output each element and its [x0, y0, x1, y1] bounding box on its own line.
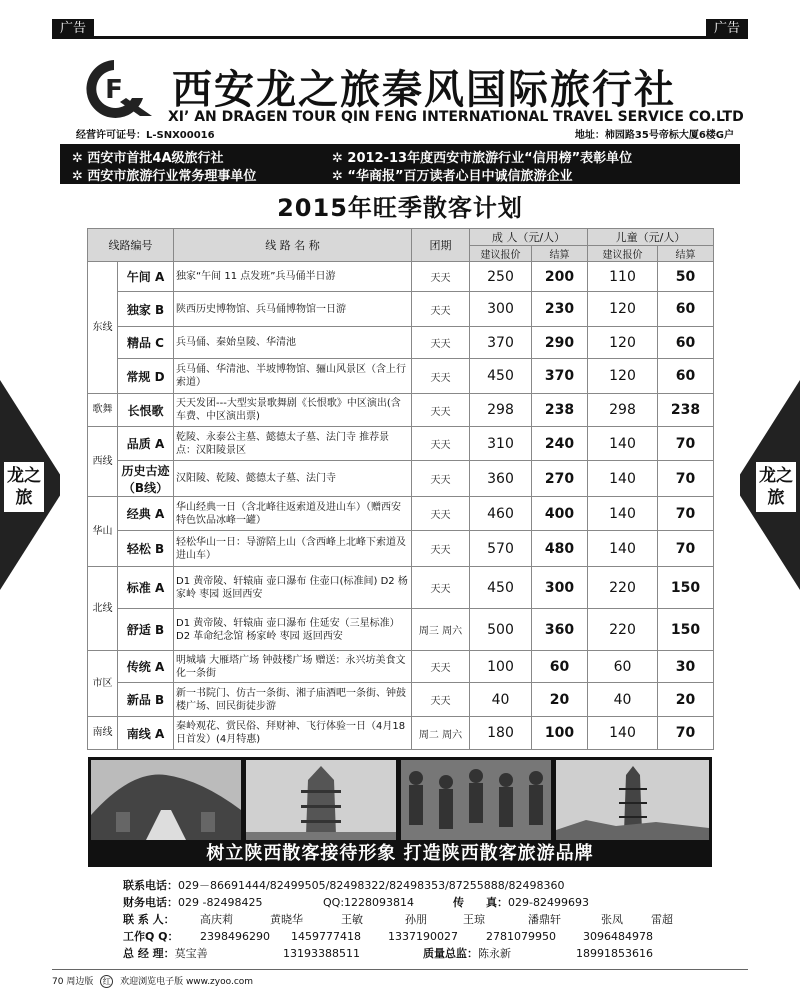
- page-title: 2015年旺季散客计划: [277, 194, 523, 222]
- contact-finance-row: 财务电话：029 -82498425 QQ:1228093814 传 真：029-82499693: [123, 896, 589, 909]
- header-child-settle: 结算: [658, 246, 714, 262]
- child-suggest: 40: [588, 683, 658, 717]
- table-row: [88, 683, 714, 717]
- route-code: 历史古迹（B线）: [118, 461, 174, 497]
- company-address: 地址：柿园路35号帝标大厦6楼G户: [574, 130, 734, 141]
- photo-small-goose-pagoda: [556, 760, 709, 840]
- route-name: 汉阳陵、乾陵、懿德太子墓、法门寺: [174, 461, 412, 497]
- region-huashan: 华山: [88, 497, 118, 567]
- adult-suggest: 500: [470, 609, 532, 651]
- footer-text: 欢迎浏览电子版 www.zyoo.com: [120, 977, 254, 987]
- child-settle: 60: [658, 359, 714, 394]
- group-schedule: 天天: [412, 394, 470, 427]
- header-child-suggest: 建议报价: [588, 246, 658, 262]
- child-suggest: 220: [588, 609, 658, 651]
- route-code: 品质 A: [118, 427, 174, 461]
- route-name: 轻松华山一日：导游陪上山（含西峰上北峰下索道及进山车）: [174, 531, 412, 567]
- table-row: [88, 497, 714, 531]
- adult-suggest: 250: [470, 262, 532, 292]
- honor-item: ✲ 西安市旅游行业常务理事单位: [72, 169, 257, 184]
- contact-people-row: 联 系 人： 高庆莉 黄晓华 王敏 孙朋 王琼 潘鼎轩 张凤 雷超: [123, 913, 673, 926]
- group-schedule: 天天: [412, 651, 470, 683]
- tour-price-table: [87, 228, 714, 750]
- child-suggest: 120: [588, 292, 658, 327]
- child-suggest: 140: [588, 531, 658, 567]
- contact-workqq-row: 工作Q Q： 2398496290 1459777418 1337190027 2781079950 3096484978: [123, 930, 653, 943]
- header-group: 团期: [412, 229, 470, 262]
- child-settle: 60: [658, 327, 714, 359]
- route-name: 天天发团---大型实景歌舞剧《长恨歌》中区演出(含车费、中区演出票): [174, 394, 412, 427]
- honor-item: ✲ 西安市首批4A级旅行社: [72, 151, 224, 166]
- adult-settle: 240: [532, 427, 588, 461]
- route-code: 标准 A: [118, 567, 174, 609]
- table-row: [88, 531, 714, 567]
- route-code: 新品 B: [118, 683, 174, 717]
- header: [60, 52, 744, 144]
- table-row: [88, 609, 714, 651]
- route-name: 乾陵、永泰公主墓、懿德太子墓、法门寺 推荐景点：汉阳陵景区: [174, 427, 412, 461]
- child-settle: 50: [658, 262, 714, 292]
- adult-settle: 100: [532, 717, 588, 750]
- adult-settle: 200: [532, 262, 588, 292]
- photo-strip: [88, 757, 712, 867]
- ad-tag-right: 广告: [706, 19, 748, 39]
- child-settle: 60: [658, 292, 714, 327]
- adult-suggest: 300: [470, 292, 532, 327]
- child-suggest: 110: [588, 262, 658, 292]
- adult-settle: 20: [532, 683, 588, 717]
- adult-settle: 60: [532, 651, 588, 683]
- adult-suggest: 460: [470, 497, 532, 531]
- region-south: 南线: [88, 717, 118, 750]
- route-code: 独家 B: [118, 292, 174, 327]
- child-settle: 70: [658, 461, 714, 497]
- group-schedule: 天天: [412, 683, 470, 717]
- adult-suggest: 360: [470, 461, 532, 497]
- route-code: 经典 A: [118, 497, 174, 531]
- table-row: [88, 717, 714, 750]
- adult-settle: 238: [532, 394, 588, 427]
- group-schedule: 周三 周六: [412, 609, 470, 651]
- route-code: 长恨歌: [118, 394, 174, 427]
- child-suggest: 140: [588, 427, 658, 461]
- route-name: D1 黄帝陵、轩辕庙 壶口瀑布 住壶口(标准间) D2 杨家岭 枣园 返回西安: [174, 567, 412, 609]
- child-settle: 70: [658, 717, 714, 750]
- child-suggest: 298: [588, 394, 658, 427]
- honor-item: ✲ 2012-13年度西安市旅游行业“信用榜”表彰单位: [332, 151, 633, 166]
- header-adult: 成 人（元/人）: [470, 229, 588, 246]
- logo-letter: F: [105, 75, 123, 105]
- route-name: D1 黄帝陵、轩辕庙 壶口瀑布 住延安（三星标准） D2 革命纪念馆 杨家岭 枣园 返回西安: [174, 609, 412, 651]
- contact-phone-row: 联系电话：029－86691444/82499505/82498322/82498353/87255888/82498360: [123, 879, 565, 892]
- page-number: 70 周边版: [52, 977, 94, 987]
- header-code: 线路编号: [88, 229, 174, 262]
- brand-name-cn: 西安龙之旅秦风国际旅行社: [172, 67, 676, 113]
- adult-suggest: 298: [470, 394, 532, 427]
- table-row: [88, 359, 714, 394]
- license-number: 经营许可证号：L-SNX00016: [76, 130, 215, 141]
- adult-suggest: 180: [470, 717, 532, 750]
- child-settle: 70: [658, 427, 714, 461]
- child-suggest: 140: [588, 461, 658, 497]
- side-label-right: 龙之旅: [756, 462, 796, 512]
- table-row: [88, 567, 714, 609]
- group-schedule: 天天: [412, 461, 470, 497]
- child-suggest: 140: [588, 497, 658, 531]
- side-label-left: 龙之旅: [4, 462, 44, 512]
- route-name: 独家“午间 11 点发班”兵马俑半日游: [174, 262, 412, 292]
- route-code: 精品 C: [118, 327, 174, 359]
- table-row: [88, 292, 714, 327]
- table-row: [88, 461, 714, 497]
- table-row: [88, 427, 714, 461]
- route-code: 常规 D: [118, 359, 174, 394]
- route-name: 兵马俑、秦始皇陵、华清池: [174, 327, 412, 359]
- route-name: 华山经典一日（含北峰往返索道及进山车）（赠西安特色饮品冰峰一罐）: [174, 497, 412, 531]
- adult-settle: 480: [532, 531, 588, 567]
- group-schedule: 天天: [412, 497, 470, 531]
- company-logo-icon: [74, 58, 154, 120]
- child-suggest: 60: [588, 651, 658, 683]
- contact-manager-row: 总 经 理：莫宝善 13193388511 质量总监：陈永新 18991853616: [123, 947, 653, 960]
- region-west: 西线: [88, 427, 118, 497]
- group-schedule: 天天: [412, 262, 470, 292]
- frame-top-line: [52, 36, 748, 39]
- group-schedule: 周二 周六: [412, 717, 470, 750]
- adult-settle: 400: [532, 497, 588, 531]
- route-name: 秦岭观花、赏民俗、拜财神、飞行体验一日（4月18日首发）(4月特惠): [174, 717, 412, 750]
- table-row: [88, 394, 714, 427]
- header-child: 儿童（元/人）: [588, 229, 714, 246]
- route-code: 午间 A: [118, 262, 174, 292]
- group-schedule: 天天: [412, 359, 470, 394]
- child-settle: 150: [658, 609, 714, 651]
- table-row: [88, 327, 714, 359]
- adult-suggest: 450: [470, 359, 532, 394]
- adult-suggest: 310: [470, 427, 532, 461]
- route-name: 新一书院门、仿古一条街、湘子庙酒吧一条街、钟鼓楼广场、回民街徒步游: [174, 683, 412, 717]
- child-settle: 238: [658, 394, 714, 427]
- ad-tag-left: 广告: [52, 19, 94, 39]
- header-route: 线 路 名 称: [174, 229, 412, 262]
- brand-name-en: XI’ AN DRAGEN TOUR QIN FENG INTERNATIONAL TRAVEL SERVICE CO.LTD: [168, 109, 744, 125]
- red-badge-icon: 红: [100, 975, 113, 988]
- child-settle: 70: [658, 497, 714, 531]
- child-suggest: 120: [588, 359, 658, 394]
- region-city: 市区: [88, 651, 118, 717]
- child-suggest: 220: [588, 567, 658, 609]
- contact-block: [123, 877, 673, 962]
- adult-settle: 370: [532, 359, 588, 394]
- page-footer: [52, 969, 748, 988]
- group-schedule: 天天: [412, 531, 470, 567]
- adult-suggest: 370: [470, 327, 532, 359]
- header-adult-suggest: 建议报价: [470, 246, 532, 262]
- child-suggest: 120: [588, 327, 658, 359]
- child-settle: 70: [658, 531, 714, 567]
- group-schedule: 天天: [412, 327, 470, 359]
- route-name: 明城墙 大雁塔广场 钟鼓楼广场 赠送：永兴坊美食文化一条街: [174, 651, 412, 683]
- adult-suggest: 450: [470, 567, 532, 609]
- child-settle: 150: [658, 567, 714, 609]
- region-east: 东线: [88, 262, 118, 394]
- route-name: 陕西历史博物馆、兵马俑博物馆一日游: [174, 292, 412, 327]
- slogan: 树立陕西散客接待形象 打造陕西散客旅游品牌: [206, 843, 594, 864]
- route-name: 兵马俑、华清池、半坡博物馆、骊山风景区（含上行索道）: [174, 359, 412, 394]
- table-row: [88, 651, 714, 683]
- route-code: 舒适 B: [118, 609, 174, 651]
- child-settle: 20: [658, 683, 714, 717]
- adult-settle: 270: [532, 461, 588, 497]
- adult-settle: 360: [532, 609, 588, 651]
- route-code: 轻松 B: [118, 531, 174, 567]
- region-show: 歌舞: [88, 394, 118, 427]
- adult-settle: 230: [532, 292, 588, 327]
- group-schedule: 天天: [412, 427, 470, 461]
- adult-settle: 290: [532, 327, 588, 359]
- region-north: 北线: [88, 567, 118, 651]
- child-settle: 30: [658, 651, 714, 683]
- table-row: [88, 262, 714, 292]
- adult-suggest: 570: [470, 531, 532, 567]
- route-code: 传统 A: [118, 651, 174, 683]
- route-code: 南线 A: [118, 717, 174, 750]
- child-suggest: 140: [588, 717, 658, 750]
- group-schedule: 天天: [412, 567, 470, 609]
- honors-banner: [60, 144, 740, 184]
- photo-terracotta-warriors: [401, 760, 551, 840]
- header-adult-settle: 结算: [532, 246, 588, 262]
- group-schedule: 天天: [412, 292, 470, 327]
- adult-suggest: 40: [470, 683, 532, 717]
- adult-suggest: 100: [470, 651, 532, 683]
- honor-item: ✲ “华商报”百万读者心目中诚信旅游企业: [332, 169, 573, 184]
- adult-settle: 300: [532, 567, 588, 609]
- photo-mausoleum: [91, 760, 241, 840]
- photo-big-goose-pagoda: [246, 760, 396, 840]
